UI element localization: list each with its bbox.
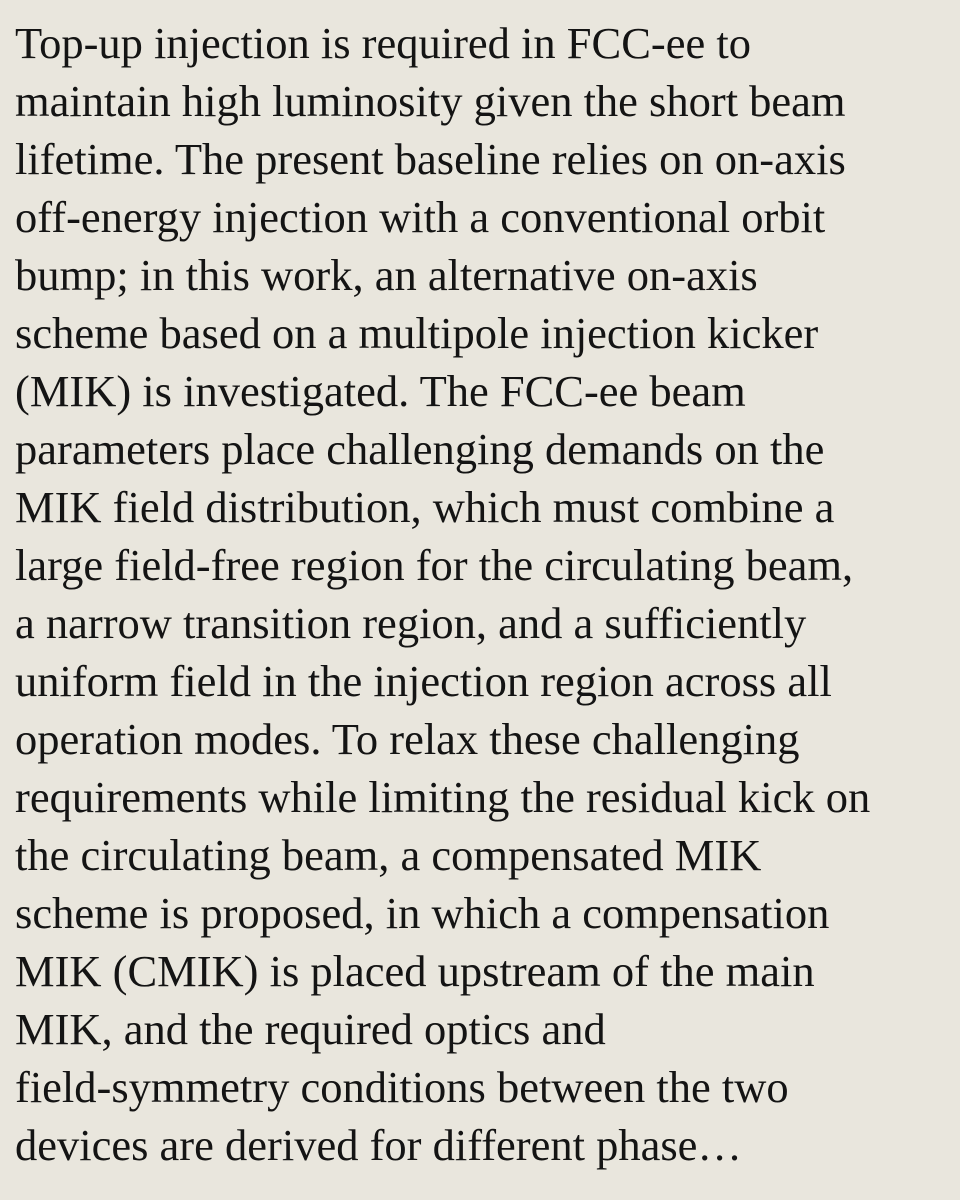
text-line: off-energy injection with a conventional orbit xyxy=(15,192,826,242)
text-line: MIK field distribution, which must combine a xyxy=(15,482,835,532)
text-line: parameters place challenging demands on the xyxy=(15,424,825,474)
text-line: scheme based on a multipole injection kicker xyxy=(15,308,819,358)
text-line: scheme is proposed, in which a compensation xyxy=(15,888,830,938)
text-line: a narrow transition region, and a sufficiently xyxy=(15,598,807,648)
text-line: maintain high luminosity given the short beam xyxy=(15,76,846,126)
text-line: MIK, and the required optics and xyxy=(15,1004,606,1054)
text-line: Top-up injection is required in FCC-ee to xyxy=(15,18,751,68)
text-line: the circulating beam, a compensated MIK xyxy=(15,830,762,880)
text-line: lifetime. The present baseline relies on on-axis xyxy=(15,134,846,184)
text-line: uniform field in the injection region across all xyxy=(15,656,832,706)
text-line: MIK (CMIK) is placed upstream of the main xyxy=(15,946,815,996)
text-line: operation modes. To relax these challenging xyxy=(15,714,800,764)
text-line: (MIK) is investigated. The FCC-ee beam xyxy=(15,366,746,416)
text-line: field-symmetry conditions between the two xyxy=(15,1062,789,1112)
abstract-text xyxy=(15,14,946,1174)
text-line: devices are derived for different phase… xyxy=(15,1120,742,1170)
text-line: requirements while limiting the residual kick on xyxy=(15,772,871,822)
text-line: large field-free region for the circulating beam, xyxy=(15,540,854,590)
text-line: bump; in this work, an alternative on-axis xyxy=(15,250,758,300)
